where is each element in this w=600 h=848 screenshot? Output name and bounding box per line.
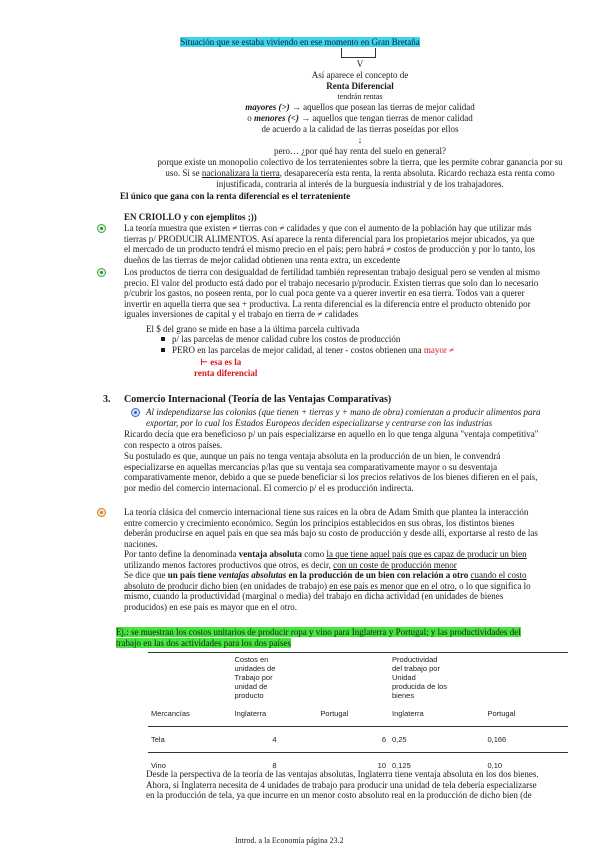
b2-line: Los productos de tierra con desigualdad de fertilidad también representan trabajo desigual pero se venden al mismo bbox=[124, 267, 540, 277]
sub2-text: PERO en las parcelas de mejor calidad, al tener - costos obtienen una bbox=[172, 345, 424, 355]
square-bullet-icon bbox=[161, 337, 165, 341]
t: como bbox=[301, 549, 327, 559]
aparece-text: Así aparece el concepto de bbox=[311, 70, 409, 80]
criollo-bullet-1 bbox=[124, 223, 535, 265]
example-line: trabajo en las dos actividades para los dos países bbox=[116, 637, 291, 648]
porque-2a: uso. Si se bbox=[165, 168, 202, 178]
empty-cell bbox=[317, 653, 389, 702]
o-label: o bbox=[247, 113, 254, 123]
unico-gana: El único que gana con la renta diferencial es el terrateniente bbox=[120, 191, 351, 201]
b1-line: tierras p/ PRODUCIR ALIMENTOS. Así aparece la renta diferencial para los propietarios mejor ubicados, ya que bbox=[124, 233, 535, 244]
b1-line: dueños de las tierras de mejor calidad obtienen una renta extra, un excedente bbox=[124, 254, 401, 265]
b2-line: invertir en aquella tierra que sea + productiva. La renta diferencial es la diferencia entre el producto obtenido por bbox=[124, 298, 531, 309]
de-acuerdo-text: de acuerdo a la calidad de las tierras poseídas por ellos bbox=[261, 124, 459, 134]
tendrian-rentas: tendrán rentas bbox=[337, 92, 383, 101]
porque-line-3: injustificada, contraria al interés de la burguesía industrial y de los trabajadores. bbox=[216, 179, 504, 189]
square-bullet-icon bbox=[161, 348, 165, 352]
t: , o lo que significa lo bbox=[454, 580, 531, 591]
col-header: Mercancías bbox=[151, 709, 190, 718]
t: (en unidades de trabajo) bbox=[237, 580, 330, 591]
renta-diferencial-heading: Renta Diferencial bbox=[326, 81, 394, 91]
pero-question: pero… ¿por qué hay renta del suelo en general? bbox=[274, 146, 446, 156]
b2-line: p/cubrir los gastos, no poseen renta, por lo cual poca gente va a querer invertir en esa tierra. Todos van a querer bbox=[124, 288, 525, 298]
smith-line bbox=[124, 581, 538, 592]
t: Se dice que bbox=[124, 570, 168, 580]
italic-colonias bbox=[146, 407, 541, 428]
smith-line: entre comercio y crecimiento económico. Según los principios establecidos en sus obras, los distintos bienes bbox=[124, 517, 515, 528]
col-header: Portugal bbox=[487, 709, 516, 718]
b1-line: el mercado de un producto tendrá el mismo precio en el país; pero habrá ≠ costos de producción y por lo tanto, los bbox=[124, 244, 536, 254]
productividad-header bbox=[389, 653, 484, 702]
table-cell: 0,125 bbox=[389, 753, 484, 777]
table-row bbox=[148, 727, 568, 753]
supuesto-line: comparativamente menor, debido a que se puede beneficiar si los precios relativos de los bienes difieren en el país, bbox=[124, 472, 538, 482]
smith-paragraph bbox=[124, 507, 538, 612]
smith-line bbox=[124, 570, 538, 581]
header-title-line bbox=[0, 37, 600, 48]
table-cell: 0,166 bbox=[484, 727, 568, 753]
green-bullet-icon bbox=[97, 268, 106, 277]
table-cell: 6 bbox=[317, 727, 389, 753]
table-cell: Vino bbox=[148, 753, 232, 777]
table-cell: 8 bbox=[232, 753, 318, 777]
precio-grano: El $ del grano se mide en base a la última parcela cultivada bbox=[146, 324, 360, 334]
supuesto-paragraph bbox=[124, 451, 538, 493]
criollo-bullet-2 bbox=[124, 267, 540, 320]
porque-line-2 bbox=[0, 168, 600, 179]
b2-line: iguales inversiones de capital y el trabajo en tierra de ≠ calidades bbox=[124, 309, 359, 319]
green-bullet-icon bbox=[97, 224, 106, 233]
menores-label: menores (<) bbox=[253, 113, 299, 123]
supuesto-line: Su postulado es que, aunque un país no tenga ventaja absoluta en la producción de un bien, le convendrá bbox=[124, 451, 501, 461]
col-header: Inglaterra bbox=[392, 709, 424, 718]
italic-line: exportar, por lo cual los Estados Europeos deciden especializarse y centrarse con las industrias bbox=[146, 417, 493, 428]
arrow-v: V bbox=[356, 59, 364, 69]
header-title: Situación que se estaba viviendo en ese momento en Gran Bretaña bbox=[180, 37, 420, 47]
bold-produccion: en la producción de un bien con relación a otro bbox=[286, 570, 469, 580]
col-header: Inglaterra bbox=[234, 709, 267, 718]
smith-line: deberán producirse en aquel país en que sea más bajo su costo de producción y desde allí, exportarse al resto de las bbox=[124, 528, 538, 538]
italic-line: Al independizarse las colonias (que tienen + tierras y + mano de obra) comienzan a producir alimentos para bbox=[146, 407, 541, 417]
menores-text: → aquellos que tengan tierras de menor calidad bbox=[298, 113, 473, 123]
prod-line: bienes bbox=[392, 691, 415, 700]
smith-line: naciones. bbox=[124, 538, 158, 549]
t: Por tanto define la denominada bbox=[124, 549, 239, 559]
mayores-label: mayores (>) bbox=[245, 102, 290, 112]
supuesto-line: por medio del comercio internacional. El comercio p/ el es producción indirecta. bbox=[124, 482, 414, 493]
costos-line: Costos en bbox=[234, 655, 269, 664]
renta-diferencial-red: renta diferencial bbox=[194, 368, 258, 378]
prod-line: Unidad bbox=[392, 673, 416, 682]
menores-line bbox=[0, 113, 600, 124]
prod-line: Productividad bbox=[392, 655, 438, 664]
prod-line: del trabajo por bbox=[392, 664, 440, 673]
table-cell: 0,25 bbox=[389, 727, 484, 753]
table-cell: 10 bbox=[317, 753, 389, 777]
table-cell: 4 bbox=[232, 727, 318, 753]
smith-line: mismo, cuando la productividad (marginal o media) del trabajo en dicha actividad (en unidades de bienes bbox=[124, 591, 504, 601]
orange-bullet-icon bbox=[97, 508, 106, 517]
table-cell: 0,10 bbox=[484, 753, 568, 777]
underlined-coste: con un coste de producción menor bbox=[333, 559, 457, 570]
criollo-title: EN CRIOLLO y con ejemplitos ;)) bbox=[124, 212, 257, 222]
costos-line: Trabajo por bbox=[234, 673, 273, 682]
smith-line bbox=[124, 549, 538, 560]
prod-line: producida de los bbox=[392, 682, 448, 691]
sub-bullet-1: p/ las parcelas de menor calidad cubre los costos de producción bbox=[172, 334, 401, 344]
bold-pais: un país tiene bbox=[167, 570, 219, 580]
smith-line: producidos) en ese país es mayor que en el otro. bbox=[124, 601, 297, 612]
smith-line: La teoría clásica del comercio internacional tiene sus raíces en la obra de Adam Smith que plantea la interacción bbox=[124, 507, 529, 517]
ricardo-line: con respecto a otros países. bbox=[124, 439, 223, 450]
costos-header bbox=[232, 653, 318, 702]
porque-2b: , desaparecería esta renta, la renta absoluta. Ricardo rechaza esta renta como bbox=[279, 168, 555, 178]
example-line: Ej.: se muestran los costos unitarios de producir ropa y vino para Inglaterra y Portugal; y las productividades del bbox=[116, 627, 521, 637]
page-footer: Introd. a la Economía página 23.2 bbox=[235, 836, 344, 845]
underlined-def: la que tiene aquel país que es capaz de producir un bien bbox=[326, 549, 527, 559]
closing-paragraph bbox=[146, 769, 539, 801]
smith-line bbox=[124, 560, 538, 571]
section-number: 3. bbox=[103, 394, 111, 405]
down-arrow: ↓ bbox=[357, 135, 363, 145]
table-header-group bbox=[148, 653, 568, 702]
ricardo-line: Ricardo decía que era beneficioso p/ un país especializarse en aquello en lo que tenga alguna "ventaja competitiva" bbox=[124, 429, 539, 439]
blue-bullet-icon bbox=[131, 408, 140, 417]
b1-line: La teoría muestra que existen ≠ tierras con ≠ calidades y que con el aumento de la población hay que utilizar más bbox=[124, 223, 532, 233]
nacionalizara-underlined: nacionalizara la tierra bbox=[201, 168, 280, 178]
example-highlight bbox=[116, 627, 576, 648]
t: utilizando menos factores productivos que otros, es decir, bbox=[124, 559, 334, 570]
closing-line: Desde la perspectiva de la teoría de las ventajas absolutas, Inglaterra tiene ventaja absoluta en los dos bienes. bbox=[146, 769, 539, 779]
b2-line: precio. El valor del producto está dado por el trabajo necesario p/producir. Existen tierras que solo dan lo necesario bbox=[124, 277, 539, 288]
empty-cell bbox=[148, 653, 232, 702]
bold-italic-ventajas: ventajas absolutas bbox=[218, 570, 287, 580]
cost-table bbox=[148, 652, 568, 776]
ventaja-absoluta-bold: ventaja absoluta bbox=[238, 549, 302, 559]
underlined-menor: en ese país es menor que en el otro bbox=[329, 580, 455, 591]
underlined-cuando: cuando el costo bbox=[470, 570, 527, 580]
mayor-red: mayor ≠ bbox=[423, 345, 455, 355]
costos-line: unidades de bbox=[234, 664, 276, 673]
ricardo-paragraph bbox=[124, 429, 538, 450]
mayores-line bbox=[0, 102, 600, 113]
costos-line: unidad de bbox=[234, 682, 268, 691]
table-col-headers bbox=[148, 701, 568, 727]
col-header: Portugal bbox=[320, 709, 349, 718]
porque-line-1: porque existe un monopolio colectivo de los terratenientes sobre la tierra, que les permite cobrar ganancia por su bbox=[157, 157, 563, 167]
mayores-text: → aquellos que posean las tierras de mejor calidad bbox=[289, 102, 475, 112]
table-cell: Tela bbox=[148, 727, 232, 753]
costos-line: producto bbox=[234, 691, 264, 700]
underlined-absoluto: absoluto de producir dicho bien bbox=[124, 580, 238, 591]
closing-line: Ahora, si Inglaterra necesita de 4 unidades de trabajo para producir una unidad de tela debería especializarse bbox=[146, 779, 537, 790]
esa-es: ⊢ esa es la bbox=[200, 357, 242, 367]
closing-line: en la producción de tela, ya que incurre en un menor costo absoluto real en la producción de dicho bien (de bbox=[146, 790, 532, 800]
section-title: Comercio Internacional (Teoría de las Ventajas Comparativas) bbox=[124, 394, 392, 405]
supuesto-line: especializarse en aquellas mercancías p/las que su ventaja sea comparativamente mayor o su desventaja bbox=[124, 461, 498, 472]
sub-bullet-2 bbox=[172, 345, 454, 356]
empty-cell bbox=[484, 653, 568, 702]
